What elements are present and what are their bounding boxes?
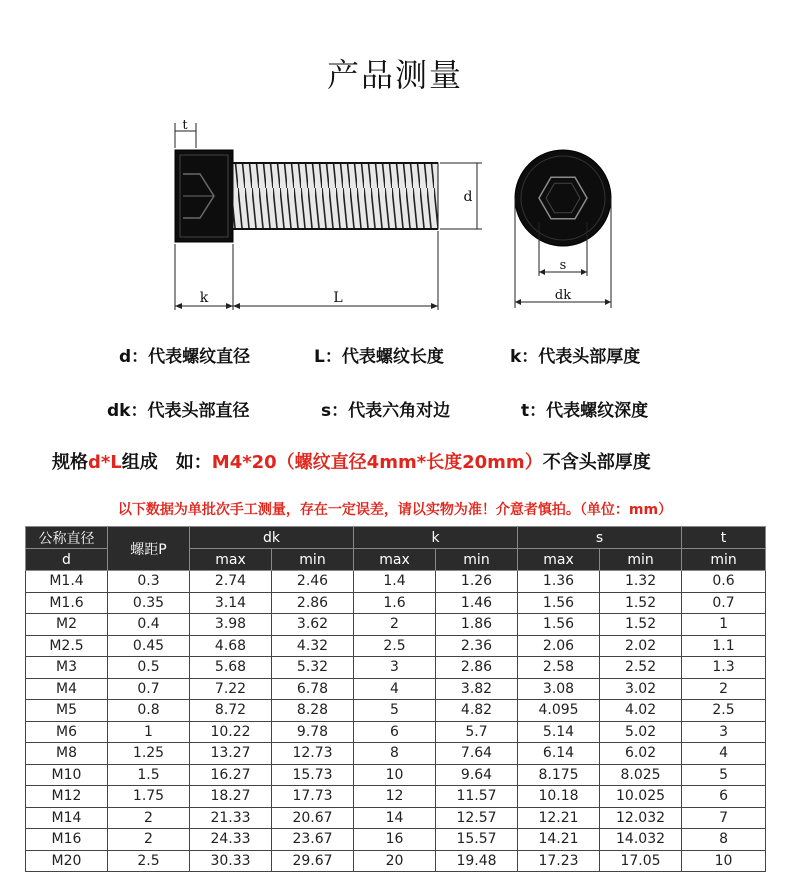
- table-row: [26, 829, 766, 851]
- table-cell: 1.26: [436, 571, 518, 593]
- table-cell: 1.25: [108, 743, 190, 765]
- label-t: t: [182, 118, 188, 133]
- table-cell: 1.3: [682, 657, 766, 679]
- table-cell: 19.48: [436, 850, 518, 872]
- table-cell: 4.82: [436, 700, 518, 722]
- table-cell: 16: [354, 829, 436, 851]
- header-nominal: 公称直径: [26, 527, 108, 549]
- table-cell: 5.14: [518, 721, 600, 743]
- subheader-cell: min: [600, 549, 682, 571]
- spec-description: [52, 448, 651, 474]
- table-cell: 8.28: [272, 700, 354, 722]
- table-cell: 1.86: [436, 614, 518, 636]
- table-cell: 17.05: [600, 850, 682, 872]
- table-cell: 1.46: [436, 592, 518, 614]
- table-cell: 3: [682, 721, 766, 743]
- table-cell: 24.33: [190, 829, 272, 851]
- table-cell: 30.33: [190, 850, 272, 872]
- table-cell: 2.86: [272, 592, 354, 614]
- table-cell: 8.025: [600, 764, 682, 786]
- table-cell: 17.73: [272, 786, 354, 808]
- table-cell: 0.4: [108, 614, 190, 636]
- table-cell: M2.5: [26, 635, 108, 657]
- table-cell: 1.52: [600, 592, 682, 614]
- spec-suffix: 不含头部厚度: [542, 452, 651, 473]
- table-cell: 1.5: [108, 764, 190, 786]
- label-d: d: [463, 189, 473, 205]
- table-cell: 2.5: [354, 635, 436, 657]
- table-cell: 12.21: [518, 807, 600, 829]
- table-cell: 1: [682, 614, 766, 636]
- table-cell: 10: [354, 764, 436, 786]
- table-cell: 5: [682, 764, 766, 786]
- table-cell: 1: [108, 721, 190, 743]
- table-cell: 12.032: [600, 807, 682, 829]
- table-cell: 2: [354, 614, 436, 636]
- header-pitch: 螺距P: [108, 527, 190, 571]
- table-cell: 13.27: [190, 743, 272, 765]
- label-L: L: [333, 290, 343, 306]
- table-cell: 4: [682, 743, 766, 765]
- table-cell: 15.57: [436, 829, 518, 851]
- table-cell: 2.52: [600, 657, 682, 679]
- table-cell: M6: [26, 721, 108, 743]
- table-cell: 14.032: [600, 829, 682, 851]
- table-cell: 10: [682, 850, 766, 872]
- spec-prefix: 规格: [52, 452, 88, 473]
- spec-middle: 组成 如：: [121, 452, 212, 473]
- table-cell: 2.58: [518, 657, 600, 679]
- table-row: [26, 678, 766, 700]
- table-cell: M2: [26, 614, 108, 636]
- table-cell: 3.62: [272, 614, 354, 636]
- table-cell: 8: [682, 829, 766, 851]
- table-cell: 2.46: [272, 571, 354, 593]
- table-cell: 6: [354, 721, 436, 743]
- table-cell: 29.67: [272, 850, 354, 872]
- table-cell: 3: [354, 657, 436, 679]
- table-cell: 3.82: [436, 678, 518, 700]
- table-cell: 9.64: [436, 764, 518, 786]
- subheader-cell: max: [518, 549, 600, 571]
- legend-dk: dk：代表头部直径: [107, 401, 250, 421]
- table-row: [26, 764, 766, 786]
- table-cell: M12: [26, 786, 108, 808]
- table-cell: 3.14: [190, 592, 272, 614]
- table-cell: M5: [26, 700, 108, 722]
- table-cell: 1.56: [518, 614, 600, 636]
- page-title: 产品测量: [326, 56, 463, 94]
- legend-s: s：代表六角对边: [321, 401, 451, 421]
- legend-L: L：代表螺纹长度: [314, 347, 444, 367]
- table-cell: 0.8: [108, 700, 190, 722]
- spec-formula: d*L: [88, 452, 122, 473]
- table-cell: 18.27: [190, 786, 272, 808]
- table-cell: 4.68: [190, 635, 272, 657]
- table-cell: M1.6: [26, 592, 108, 614]
- table-cell: 23.67: [272, 829, 354, 851]
- table-row: [26, 786, 766, 808]
- table-cell: 10.18: [518, 786, 600, 808]
- header-k: k: [354, 527, 518, 549]
- table-cell: 10.22: [190, 721, 272, 743]
- table-cell: 7.64: [436, 743, 518, 765]
- table-cell: 12.57: [436, 807, 518, 829]
- table-cell: 4.02: [600, 700, 682, 722]
- subheader-cell: max: [354, 549, 436, 571]
- table-cell: M4: [26, 678, 108, 700]
- subheader-cell: min: [436, 549, 518, 571]
- table-row: [26, 721, 766, 743]
- table-cell: 2.74: [190, 571, 272, 593]
- header-nominal-sub: d: [26, 549, 108, 571]
- table-row: [26, 850, 766, 872]
- table-cell: 1.36: [518, 571, 600, 593]
- table-row: [26, 700, 766, 722]
- table-cell: 10.025: [600, 786, 682, 808]
- table-cell: 6.78: [272, 678, 354, 700]
- screw-drawing: [0, 118, 790, 318]
- spec-example: M4*20（螺纹直径4mm*长度20mm）: [211, 452, 543, 473]
- table-row: [26, 807, 766, 829]
- table-row: [26, 592, 766, 614]
- table-cell: M8: [26, 743, 108, 765]
- table-cell: 0.35: [108, 592, 190, 614]
- table-cell: 4: [354, 678, 436, 700]
- label-dk: dk: [554, 288, 572, 303]
- table-row: [26, 635, 766, 657]
- table-cell: M10: [26, 764, 108, 786]
- table-cell: 11.57: [436, 786, 518, 808]
- table-cell: 0.3: [108, 571, 190, 593]
- table-cell: 5.32: [272, 657, 354, 679]
- subheader-cell: min: [272, 549, 354, 571]
- table-cell: 4.32: [272, 635, 354, 657]
- table-cell: M20: [26, 850, 108, 872]
- table-cell: 0.6: [682, 571, 766, 593]
- table-cell: 7.22: [190, 678, 272, 700]
- table-cell: 2.02: [600, 635, 682, 657]
- label-k: k: [199, 290, 209, 306]
- table-cell: 9.78: [272, 721, 354, 743]
- table-cell: M16: [26, 829, 108, 851]
- table-cell: 0.45: [108, 635, 190, 657]
- table-cell: M14: [26, 807, 108, 829]
- table-cell: 2.86: [436, 657, 518, 679]
- subheader-cell: max: [190, 549, 272, 571]
- table-cell: 5: [354, 700, 436, 722]
- header-dk: dk: [190, 527, 354, 549]
- table-cell: 15.73: [272, 764, 354, 786]
- table-cell: 8.72: [190, 700, 272, 722]
- table-cell: 1.32: [600, 571, 682, 593]
- table-row: [26, 614, 766, 636]
- table-cell: 20: [354, 850, 436, 872]
- table-cell: 2.5: [108, 850, 190, 872]
- table-row: [26, 743, 766, 765]
- table-cell: 1.4: [354, 571, 436, 593]
- table-cell: 3.08: [518, 678, 600, 700]
- table-cell: 8.175: [518, 764, 600, 786]
- table-cell: 1.56: [518, 592, 600, 614]
- table-cell: 14: [354, 807, 436, 829]
- header-t: t: [682, 527, 766, 549]
- legend-d: d：代表螺纹直径: [119, 347, 251, 367]
- table-cell: 0.5: [108, 657, 190, 679]
- header-s: s: [518, 527, 682, 549]
- table-cell: 21.33: [190, 807, 272, 829]
- table-cell: M1.4: [26, 571, 108, 593]
- table-cell: 1.75: [108, 786, 190, 808]
- table-cell: 12.73: [272, 743, 354, 765]
- table-cell: 1.1: [682, 635, 766, 657]
- table-cell: 3.02: [600, 678, 682, 700]
- table-cell: 2.5: [682, 700, 766, 722]
- table-cell: 6.02: [600, 743, 682, 765]
- table-cell: 2.06: [518, 635, 600, 657]
- label-s: s: [559, 258, 567, 273]
- table-row: [26, 657, 766, 679]
- table-cell: 7: [682, 807, 766, 829]
- table-cell: 0.7: [682, 592, 766, 614]
- subheader-cell: min: [682, 549, 766, 571]
- table-cell: 4.095: [518, 700, 600, 722]
- table-row: [26, 571, 766, 593]
- table-cell: 5.7: [436, 721, 518, 743]
- legend-k: k：代表头部厚度: [510, 347, 641, 367]
- table-cell: 2: [108, 807, 190, 829]
- table-cell: 8: [354, 743, 436, 765]
- table-cell: 0.7: [108, 678, 190, 700]
- table-cell: 2.36: [436, 635, 518, 657]
- table-cell: M3: [26, 657, 108, 679]
- table-cell: 2: [682, 678, 766, 700]
- table-cell: 5.68: [190, 657, 272, 679]
- table-cell: 5.02: [600, 721, 682, 743]
- table-cell: 16.27: [190, 764, 272, 786]
- table-cell: 12: [354, 786, 436, 808]
- table-cell: 2: [108, 829, 190, 851]
- table-cell: 17.23: [518, 850, 600, 872]
- measurement-note: 以下数据为单批次手工测量，存在一定误差，请以实物为准！介意者慎拍。（单位：mm）: [117, 502, 673, 518]
- table-cell: 20.67: [272, 807, 354, 829]
- table-cell: 3.98: [190, 614, 272, 636]
- table-cell: 6: [682, 786, 766, 808]
- legend-t: t：代表螺纹深度: [521, 401, 649, 421]
- table-cell: 1.52: [600, 614, 682, 636]
- table-cell: 6.14: [518, 743, 600, 765]
- size-table: [25, 526, 766, 872]
- table-cell: 1.6: [354, 592, 436, 614]
- table-cell: 14.21: [518, 829, 600, 851]
